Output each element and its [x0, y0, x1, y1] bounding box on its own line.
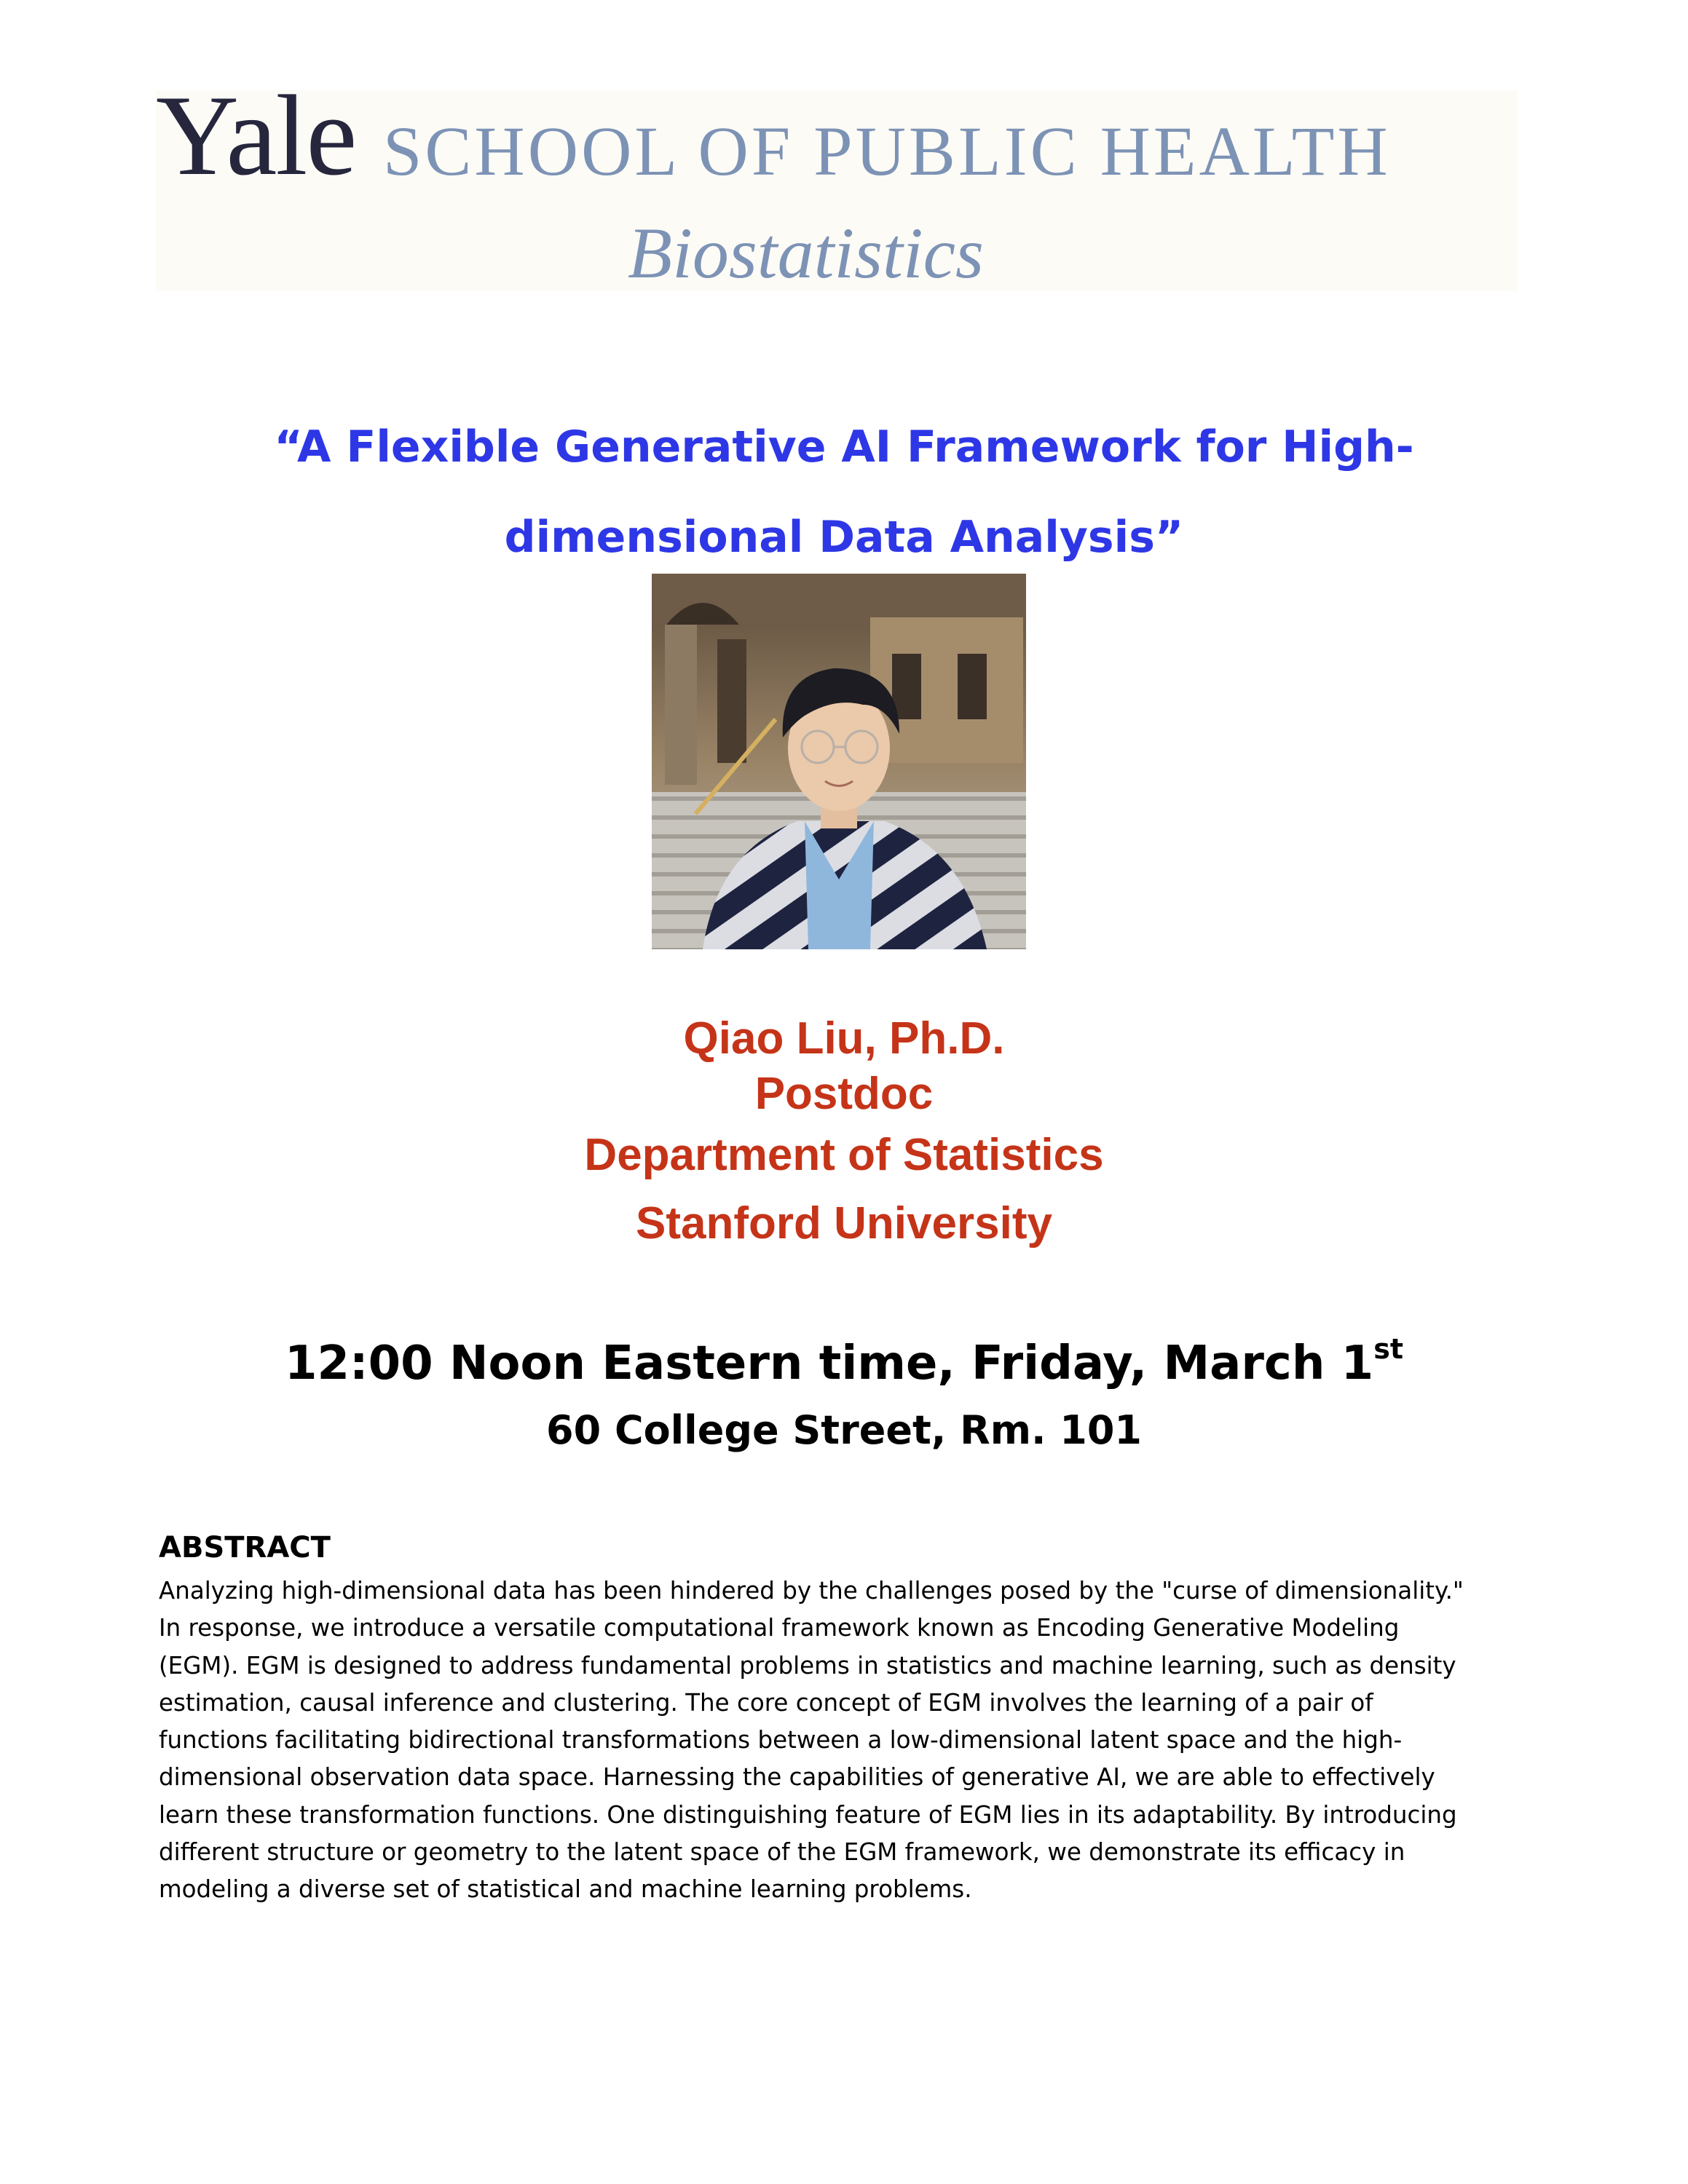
event-time — [0, 1333, 1688, 1390]
abstract-line: Analyzing high-dimensional data has been hindered by the challenges posed by the "curse of dimensionality." — [159, 1577, 1464, 1605]
abstract-line: modeling a diverse set of statistical and machine learning problems. — [159, 1875, 972, 1904]
abstract-body — [159, 1572, 1529, 1909]
event-time-suffix: st — [1373, 1333, 1403, 1365]
abstract-line: In response, we introduce a versatile computational framework known as Encoding Generative Modeling — [159, 1614, 1400, 1642]
abstract-line: estimation, causal inference and clustering. The core concept of EGM involves the learning of a pair of — [159, 1688, 1373, 1717]
talk-title — [146, 402, 1542, 582]
yale-logo-word: Yale — [156, 72, 356, 199]
talk-title-line-1: “A Flexible Generative AI Framework for High- — [274, 422, 1414, 472]
event-location: 60 College Street, Rm. 101 — [546, 1407, 1142, 1453]
abstract-heading: ABSTRACT — [159, 1531, 331, 1564]
abstract-line: dimensional observation data space. Harnessing the capabilities of generative AI, we are able to effectively — [159, 1763, 1435, 1792]
speaker-portrait-icon — [652, 574, 1026, 949]
abstract-line: (EGM). EGM is designed to address fundamental problems in statistics and machine learning, such as density — [159, 1651, 1456, 1679]
speaker-role: Postdoc — [754, 1069, 934, 1119]
speaker-university: Stanford University — [636, 1198, 1052, 1249]
speaker-department: Department of Statistics — [584, 1130, 1104, 1180]
speaker-name: Qiao Liu, Ph.D. — [683, 1013, 1005, 1064]
abstract-line: learn these transformation functions. One distinguishing feature of EGM lies in its adaptability. By introducing — [159, 1800, 1457, 1829]
abstract-line: functions facilitating bidirectional transformations between a low-dimensional latent space and the high- — [159, 1726, 1403, 1754]
event-time-main: 12:00 Noon Eastern time, Friday, March 1 — [284, 1337, 1374, 1390]
department-name: Biostatistics — [628, 213, 984, 293]
abstract-line: different structure or geometry to the latent space of the EGM framework, we demonstrate its efficacy in — [159, 1838, 1405, 1867]
school-name: SCHOOL OF PUBLIC HEALTH — [383, 112, 1391, 190]
speaker-photo — [652, 574, 1026, 949]
talk-title-line-2: dimensional Data Analysis” — [504, 512, 1184, 563]
